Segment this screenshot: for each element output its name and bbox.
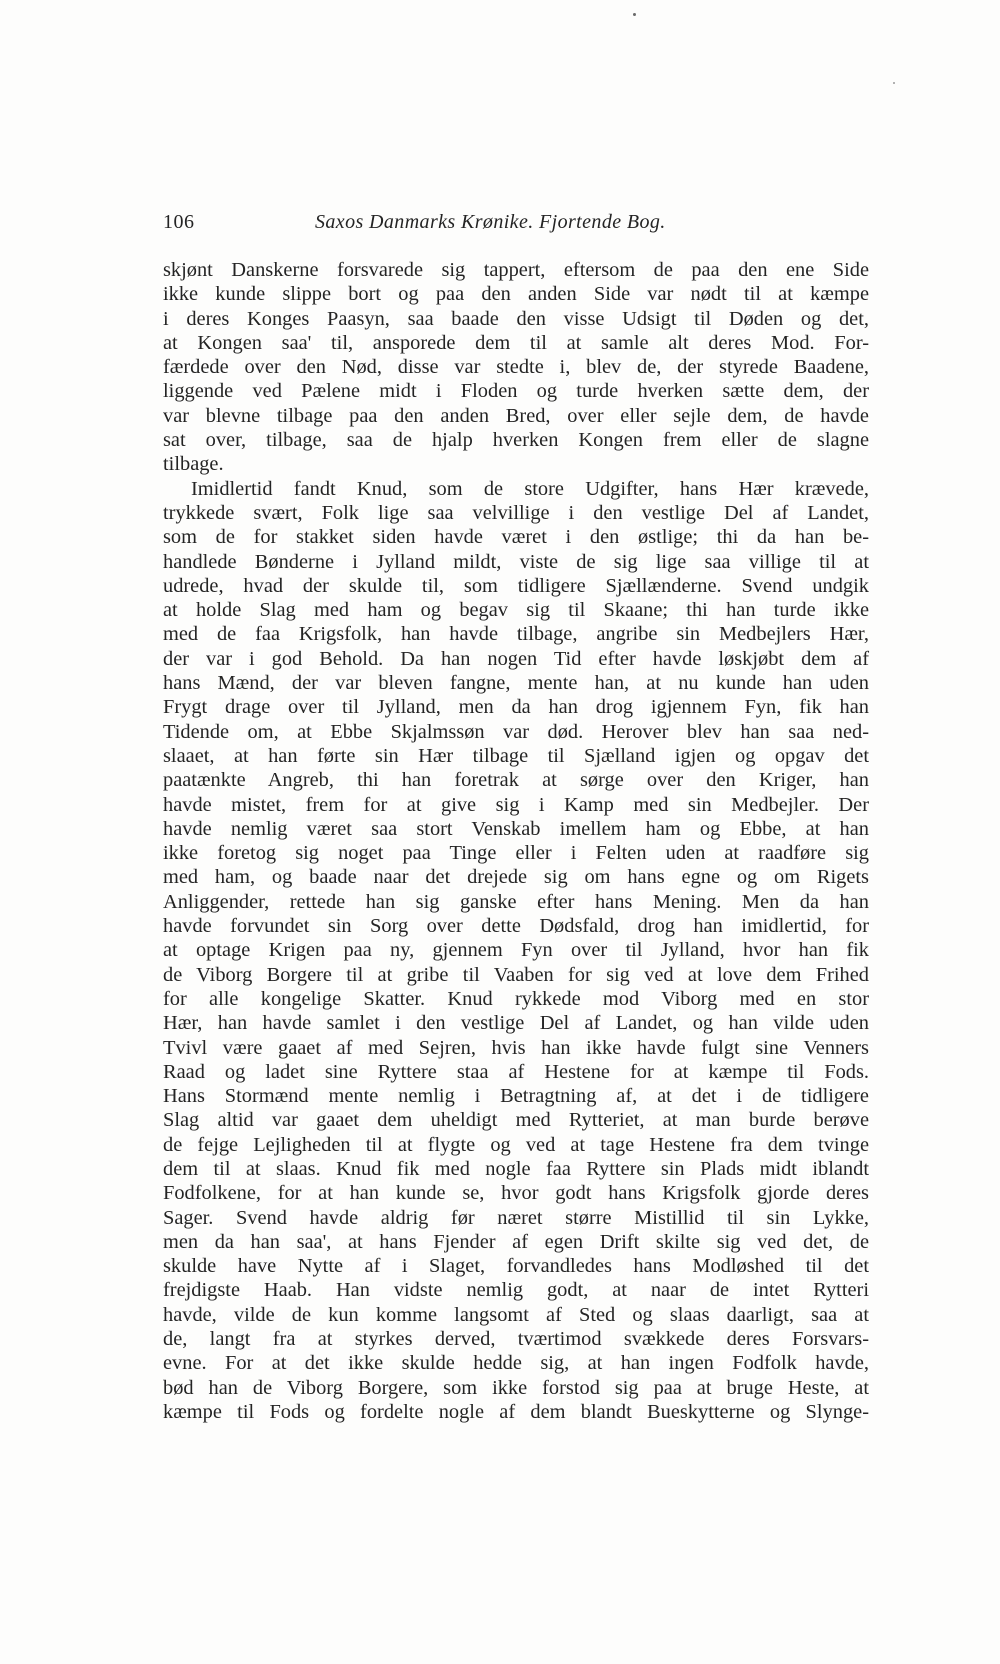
- text-line: Tidende om, at Ebbe Skjalmssøn var død. Herover blev han saa ned-: [163, 720, 869, 743]
- text-line: havde forvundet sin Sorg over dette Dødsfald, drog han imidlertid, for: [163, 915, 869, 938]
- text-line: skulde have Nytte af i Slaget, forvandledes hans Modløshed til det: [163, 1255, 869, 1278]
- text-line: Hans Stormænd mente nemlig i Betragtning af, at det i de tidligere: [163, 1085, 869, 1108]
- text-line: udrede, hvad der skulde til, som tidligere Sjællænderne. Svend undgik: [163, 574, 869, 597]
- text-line: ikke foretog sig noget paa Tinge eller i Felten uden at raadføre sig: [163, 842, 869, 865]
- text-line: evne. For at det ikke skulde hedde sig, at han ingen Fodfolk havde,: [163, 1352, 869, 1375]
- text-line: færdede over den Nød, disse var stedte i, blev de, der styrede Baadene,: [163, 356, 869, 379]
- paragraph: [163, 477, 869, 1425]
- body-text: [163, 258, 869, 1424]
- text-line: bød han de Viborg Borgere, som ikke forstod sig paa at bruge Heste, at: [163, 1376, 869, 1399]
- text-line: sat over, tilbage, saa de hjalp hverken Kongen frem eller de slagne: [163, 429, 869, 452]
- text-line: hans Mænd, der var bleven fangne, mente han, at nu kunde han uden: [163, 672, 869, 695]
- page-number: 106: [163, 211, 195, 233]
- text-line: men da han saa', at hans Fjender af egen Drift skilte sig ved det, de: [163, 1230, 869, 1253]
- text-line: Sager. Svend havde aldrig før næret større Mistillid til sin Lykke,: [163, 1206, 869, 1229]
- text-line: som de for stakket siden havde været i den østlige; thi da han be-: [163, 526, 869, 549]
- paragraph: [163, 258, 869, 477]
- text-line: der var i god Behold. Da han nogen Tid efter havde løskjøbt dem af: [163, 647, 869, 670]
- text-line: havde mistet, frem for at give sig i Kamp med sin Medbejler. Der: [163, 793, 869, 816]
- text-line: havde nemlig været saa stort Venskab imellem ham og Ebbe, at han: [163, 817, 869, 840]
- text-line: Tvivl være gaaet af med Sejren, hvis han ikke havde fulgt sine Venners: [163, 1036, 869, 1059]
- dust-speck: [893, 82, 895, 84]
- text-line: Imidlertid fandt Knud, som de store Udgifter, hans Hær krævede,: [191, 477, 869, 500]
- text-line: var blevne tilbage paa den anden Bred, over eller sejle dem, de havde: [163, 404, 869, 427]
- text-line: de fejge Lejligheden til at flygte og ved at tage Hestene fra dem tvinge: [163, 1133, 869, 1156]
- dust-speck: [633, 13, 636, 16]
- text-line: havde, vilde de kun komme langsomt af Sted og slaas daarligt, saa at: [163, 1303, 869, 1326]
- text-line: tilbage.: [163, 453, 224, 476]
- text-line: i deres Konges Paasyn, saa baade den visse Udsigt til Døden og det,: [163, 307, 869, 330]
- text-line: Raad og ladet sine Ryttere staa af Hestene for at kæmpe til Fods.: [163, 1060, 869, 1083]
- text-line: Fodfolkene, for at han kunde se, hvor godt hans Krigsfolk gjorde deres: [163, 1182, 869, 1205]
- text-line: at holde Slag med ham og begav sig til Skaane; thi han turde ikke: [163, 599, 869, 622]
- text-line: handlede Bønderne i Jylland mildt, viste de sig lige saa villige til at: [163, 550, 869, 573]
- text-line: slaaet, at han førte sin Hær tilbage til Sjælland igjen og opgav det: [163, 744, 869, 767]
- text-line: dem til at slaas. Knud fik med nogle faa Ryttere sin Plads midt iblandt: [163, 1157, 869, 1180]
- text-line: Frygt drage over til Jylland, men da han drog igjennem Fyn, fik han: [163, 696, 869, 719]
- text-line: skjønt Danskerne forsvarede sig tappert, eftersom de paa den ene Side: [163, 259, 869, 281]
- text-line: Anliggender, rettede han sig ganske efter hans Mening. Men da han: [163, 890, 869, 913]
- text-line: Slag altid var gaaet dem uheldigt med Rytteriet, at man burde berøve: [163, 1109, 869, 1132]
- text-line: med de faa Krigsfolk, han havde tilbage, angribe sin Medbejlers Hær,: [163, 623, 869, 646]
- text-line: med ham, og baade naar det drejede sig om hans egne og om Rigets: [163, 866, 869, 889]
- text-line: for alle kongelige Skatter. Knud rykkede mod Viborg med en stor: [163, 987, 869, 1010]
- text-line: de, langt fra at styrkes derved, tværtimod svækkede deres Forsvars-: [163, 1328, 869, 1351]
- text-line: at optage Krigen paa ny, gjennem Fyn over til Jylland, hvor han fik: [163, 939, 869, 962]
- text-line: at Kongen saa' til, ansporede dem til at samle alt deres Mod. For-: [163, 331, 869, 354]
- text-line: frejdigste Haab. Han vidste nemlig godt, at naar de intet Rytteri: [163, 1279, 869, 1302]
- running-head: [163, 207, 853, 237]
- running-title: Saxos Danmarks Krønike. Fjortende Bog.: [315, 211, 666, 233]
- text-line: ikke kunde slippe bort og paa den anden Side var nødt til at kæmpe: [163, 283, 869, 306]
- text-line: Hær, han havde samlet i den vestlige Del af Landet, og han vilde uden: [163, 1012, 869, 1035]
- text-line: de Viborg Borgere til at gribe til Vaaben for sig ved at love dem Frihed: [163, 963, 869, 986]
- text-line: trykkede svært, Folk lige saa velvillige i den vestlige Del af Landet,: [163, 501, 869, 524]
- text-line: kæmpe til Fods og fordelte nogle af dem blandt Bueskytterne og Slynge-: [163, 1400, 869, 1423]
- text-line: liggende ved Pælene midt i Floden og turde hverken sætte dem, der: [163, 380, 869, 403]
- text-line: paatænkte Angreb, thi han foretrak at sørge over den Kriger, han: [163, 769, 869, 792]
